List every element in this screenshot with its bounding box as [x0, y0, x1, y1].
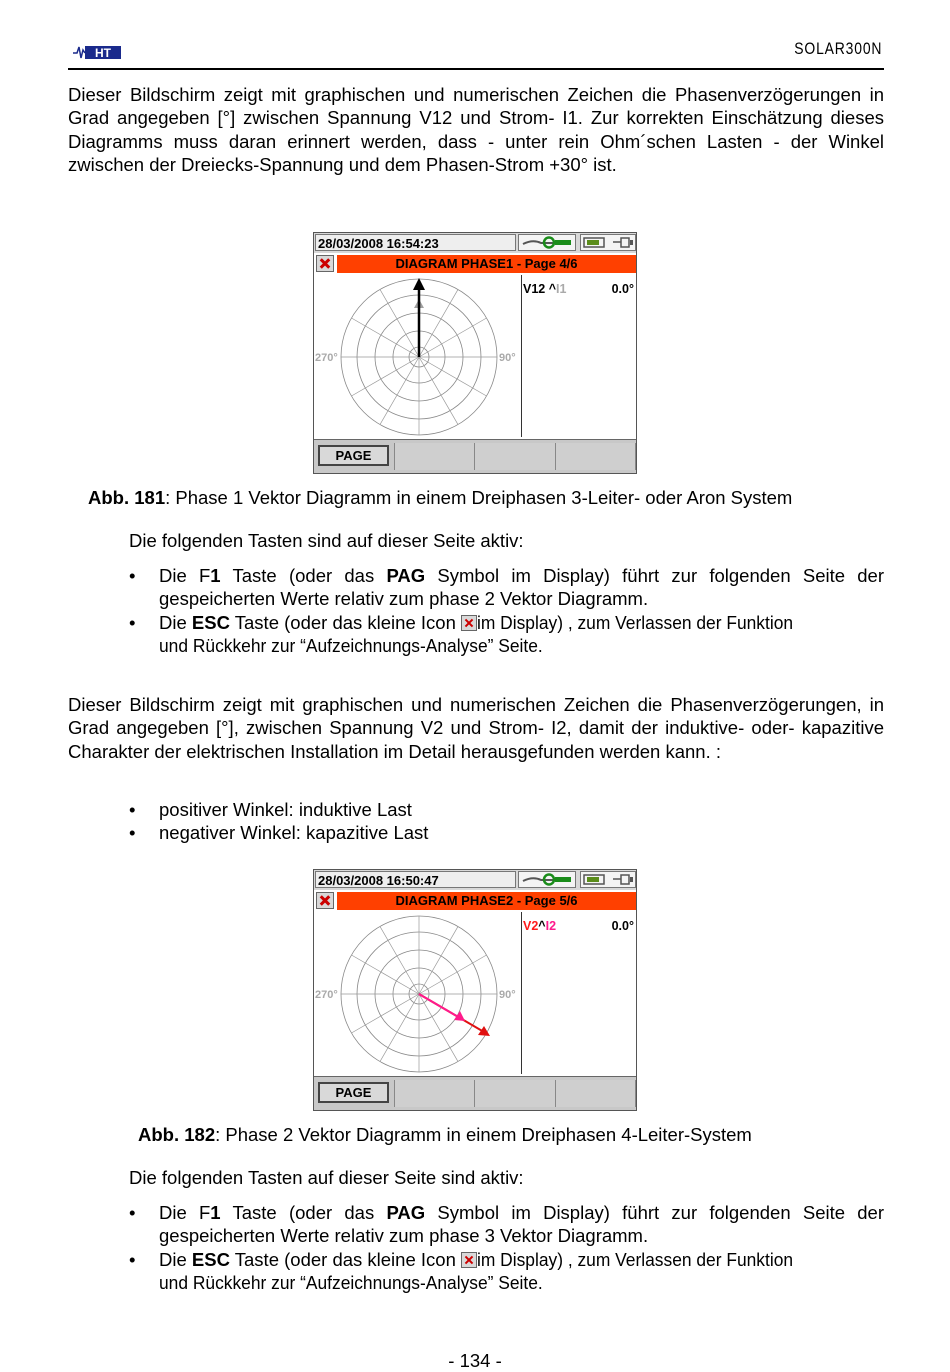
figure-caption-182 — [138, 1123, 752, 1146]
softkey-bar — [314, 439, 636, 473]
screen-title: DIAGRAM PHASE2 - Page 5/6 — [337, 892, 636, 910]
probe-icon — [518, 234, 576, 251]
divider — [521, 912, 522, 1074]
caption-number: Abb. 182 — [138, 1124, 216, 1145]
esc-icon — [461, 615, 477, 631]
grid-spoke — [351, 318, 419, 357]
product-name: SOLAR300N — [794, 39, 882, 58]
softkey-f3[interactable] — [475, 1080, 556, 1107]
device-screen-phase2 — [313, 869, 637, 1111]
current-label: I1 — [556, 282, 567, 296]
softkey-bar — [314, 1076, 636, 1110]
grid-spoke — [419, 994, 458, 1062]
softkey-f2[interactable] — [394, 1080, 475, 1107]
load-list — [129, 798, 884, 845]
intro-paragraph-2: Dieser Bildschirm zeigt mit graphischen und numerischen Zeichen die Phasenverzögerungen, in Grad angegeben [°], zwischen Spannung V2 und Strom- I2, damit der induktive- oder- kapazitive Charakter der elektrischen Installation im Detail herausgefunden werden kann. : — [68, 694, 884, 762]
list-item: • Die ESC Taste (oder das kleine Icon im Display) , zum Verlassen der Funktion und Rückkehr zur “Aufzeichnungs-Analyse” Seite. — [129, 1248, 884, 1295]
phase-angle-value: 0.0° — [611, 919, 634, 933]
voltage-vector — [413, 278, 425, 357]
caption-text: : Phase 1 Vektor Diagramm in einem Dreiphasen 3-Leiter- oder Aron System — [165, 487, 793, 508]
status-bar — [314, 233, 636, 253]
list-item: • negativer Winkel: kapazitive Last — [129, 821, 884, 844]
status-bar — [314, 870, 636, 890]
phase-angle-value: 0.0° — [611, 282, 634, 296]
keys-intro-2: Die folgenden Tasten auf dieser Seite sind aktiv: — [129, 1167, 524, 1188]
list-item: • Die ESC Taste (oder das kleine Icon im Display) , zum Verlassen der Funktion und Rückkehr zur “Aufzeichnungs-Analyse” Seite. — [129, 611, 884, 658]
grid-spoke — [351, 357, 419, 396]
deg-270-label: 270° — [315, 989, 338, 1001]
voltage-label: V12 — [523, 282, 546, 296]
figure-caption-181 — [88, 486, 792, 509]
grid-spoke — [419, 357, 487, 396]
title-bar — [314, 891, 636, 911]
title-bar — [314, 254, 636, 274]
keys-list-2 — [129, 1201, 884, 1295]
grid-spoke — [419, 955, 487, 994]
list-item: • Die F1 Taste (oder das PAG Symbol im Display) führt zur folgenden Seite der gespeicherten Werte relativ zum phase 2 Vektor Diagramm. — [129, 564, 884, 611]
ht-logo-icon — [73, 44, 123, 60]
logo-text: HT — [95, 46, 111, 60]
grid-spoke — [419, 926, 458, 994]
deg-270-label: 270° — [315, 352, 338, 364]
voltage-vector — [419, 994, 465, 1021]
screen-title: DIAGRAM PHASE1 - Page 4/6 — [337, 255, 636, 273]
battery-plug-icon — [580, 234, 636, 251]
close-icon[interactable] — [316, 255, 334, 272]
grid-spoke — [419, 289, 458, 357]
probe-icon — [518, 871, 576, 888]
softkey-f4[interactable] — [556, 443, 636, 470]
voltage-label: V2 — [523, 919, 539, 933]
esc-icon — [461, 1252, 477, 1268]
grid-spoke — [351, 955, 419, 994]
current-label: I2 — [545, 919, 557, 933]
grid-spoke — [380, 357, 419, 425]
list-item: • Die F1 Taste (oder das PAG Symbol im Display) führt zur folgenden Seite der gespeicherten Werte relativ zum phase 3 Vektor Diagramm. — [129, 1201, 884, 1248]
angle-sep: ^ — [548, 282, 557, 296]
keys-intro-1: Die folgenden Tasten sind auf dieser Seite aktiv: — [129, 530, 524, 551]
divider — [521, 275, 522, 437]
intro-paragraph-1: Dieser Bildschirm zeigt mit graphischen und numerischen Zeichen die Phasenverzögerungen in Grad angegeben [°] zwischen Spannung V12 und Strom- I1. Zur korrekten Einschätzung dieses Diagramms muss daran erinnert werden, dass - unter rein Ohm´schen Lasten - der Winkel zwischen der Dreiecks-Spannung und dem Phasen-Strom +30° ist. — [68, 84, 884, 176]
page-number: - 134 - — [448, 1350, 502, 1371]
grid-spoke — [419, 357, 458, 425]
grid-spoke — [380, 926, 419, 994]
datetime: 28/03/2008 16:50:47 — [315, 871, 516, 888]
caption-text: : Phase 2 Vektor Diagramm in einem Dreiphasen 4-Leiter-System — [215, 1124, 752, 1145]
list-item: • positiver Winkel: induktive Last — [129, 798, 884, 821]
caption-number: Abb. 181 — [88, 487, 166, 508]
device-screen-phase1 — [313, 232, 637, 474]
grid-spoke — [380, 994, 419, 1062]
grid-spoke — [351, 994, 419, 1033]
vector-diagram — [314, 275, 521, 437]
grid-spoke — [419, 318, 487, 357]
softkey-f4[interactable] — [556, 1080, 636, 1107]
grid-spoke — [380, 289, 419, 357]
datetime: 28/03/2008 16:54:23 — [315, 234, 516, 251]
angle-sep: ^ — [538, 919, 546, 933]
battery-plug-icon — [580, 871, 636, 888]
page-button[interactable]: PAGE — [318, 1082, 389, 1103]
page-button[interactable]: PAGE — [318, 445, 389, 466]
keys-list-1 — [129, 564, 884, 658]
vector-diagram — [314, 912, 521, 1074]
close-icon[interactable] — [316, 892, 334, 909]
deg-90-label: 90° — [499, 352, 516, 364]
softkey-f2[interactable] — [394, 443, 475, 470]
softkey-f3[interactable] — [475, 443, 556, 470]
deg-90-label: 90° — [499, 989, 516, 1001]
page-header — [68, 34, 884, 70]
